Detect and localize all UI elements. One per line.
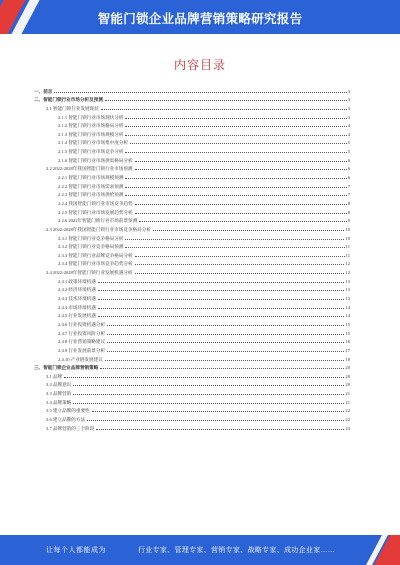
toc-leader-dots <box>73 400 344 404</box>
toc-entry-label: 2.4.6 行业投资机遇分析 <box>58 321 106 327</box>
toc-entry-page: 13 <box>345 278 350 284</box>
toc-entry[interactable] <box>34 232 350 241</box>
toc-entry[interactable] <box>34 258 350 267</box>
toc-leader-dots <box>125 184 346 188</box>
toc-entry-label: 2.1.6 智能门锁行业市场供需格局分析 <box>58 157 133 163</box>
toc-entry[interactable] <box>34 145 350 154</box>
toc-entry-label: 三、智能门锁企业品牌营销策略 <box>34 365 99 371</box>
toc-entry-label: 2.4 2022-2028年智能门锁行业发展机遇分析 <box>46 270 133 276</box>
toc-entry-label: 2.2.6 2022年智能门锁行业市场前景预测 <box>58 218 138 224</box>
toc-entry-page: 14 <box>345 304 350 310</box>
toc-entry[interactable] <box>34 387 350 396</box>
toc-entry[interactable] <box>34 154 350 163</box>
toc-entry-label: 3.2 品牌意识 <box>46 382 72 388</box>
toc-leader-dots <box>125 192 346 196</box>
toc-leader-dots <box>135 201 347 205</box>
toc-leader-dots <box>92 408 345 412</box>
toc-leader-dots <box>125 132 346 136</box>
toc-entry-page: 8 <box>347 209 350 215</box>
toc-leader-dots <box>98 279 345 283</box>
toc-entry-label: 2.4.7 行业投资风险分析 <box>58 330 106 336</box>
toc-entry[interactable] <box>34 275 350 284</box>
toc-leader-dots <box>98 296 345 300</box>
toc-entry-page: 5 <box>347 140 350 146</box>
toc-leader-dots <box>125 115 346 119</box>
toc-entry-label: 2.3.4 智能门锁行业市场竞争趋势分析 <box>58 261 133 267</box>
toc-entry[interactable] <box>34 85 350 94</box>
toc-entry-label: 2.2.2 智能门锁行业市场需求预测 <box>58 183 124 189</box>
toc-entry-page: 10 <box>345 235 350 241</box>
toc-entry-page: 9 <box>347 218 350 224</box>
toc-entry-label: 2.2.1 智能门锁行业市场规模预测 <box>58 175 124 181</box>
toc-leader-dots <box>135 261 345 265</box>
toc-leader-dots <box>107 322 344 326</box>
toc-entry[interactable] <box>34 379 350 388</box>
toc-entry-label: 2.4.5 行业发展机遇 <box>58 313 96 319</box>
toc-entry[interactable] <box>34 206 350 215</box>
toc-entry-label: 2.4.4 市场环境机遇 <box>58 304 96 310</box>
toc-entry-label: 2.4.3 技术环境机遇 <box>58 296 96 302</box>
report-title: 智能门锁企业品牌营销策略研究报告 <box>97 12 303 26</box>
toc-entry-page: 17 <box>345 347 350 353</box>
toc-entry-label: 2.4.8 行业营销策略建议 <box>58 339 106 345</box>
toc-leader-dots <box>73 391 344 395</box>
toc-entry-label: 2.1.2 智能门锁行业市场格局分析 <box>58 123 124 129</box>
toc-entry[interactable] <box>34 362 350 371</box>
toc-entry[interactable] <box>34 180 350 189</box>
toc-leader-dots <box>130 140 347 144</box>
toc-leader-dots <box>98 287 345 291</box>
toc-entry[interactable] <box>34 171 350 180</box>
toc-leader-dots <box>107 331 344 335</box>
toc-entry[interactable] <box>34 318 350 327</box>
toc-leader-dots <box>100 365 344 369</box>
toc-leader-dots <box>135 210 347 214</box>
toc-heading: 内容目录 <box>173 58 226 72</box>
toc-entry-page: 15 <box>345 330 350 336</box>
toc-leader-dots <box>87 417 344 421</box>
toc-entry-label: 2.4.2 经济环境机遇 <box>58 287 96 293</box>
toc-entry-page: 3 <box>347 97 350 103</box>
toc-entry-label: 2.4.9 行业发展前景分析 <box>58 347 106 353</box>
toc-leader-dots <box>107 348 344 352</box>
toc-leader-dots <box>135 158 347 162</box>
toc-entry-label: 一、前言 <box>34 88 53 94</box>
toc-entry-page: 23 <box>345 425 350 431</box>
toc-leader-dots <box>125 244 344 248</box>
toc-entry-label: 2.3 2022-2028年我国智能门锁行业市场竞争格局分析 <box>46 226 151 232</box>
toc-entry-page: 12 <box>345 270 350 276</box>
toc-entry[interactable] <box>34 422 350 431</box>
toc-entry-label: 3.1 品牌 <box>46 373 63 379</box>
toc-entry[interactable] <box>34 336 350 345</box>
toc-entry-page: 4 <box>347 123 350 129</box>
toc-entry-page: 11 <box>345 252 350 258</box>
toc-entry-page: 5 <box>347 149 350 155</box>
toc-entry[interactable] <box>34 301 350 310</box>
toc-entry-label: 2.4.1 政策环境机遇 <box>58 278 96 284</box>
toc-entry-label: 二、智能门锁行业市场分析及预测 <box>34 97 103 103</box>
toc-entry[interactable] <box>34 241 350 250</box>
toc-entry-label: 2.1 智能门锁行业发展现状 <box>46 105 99 111</box>
footer-banner <box>0 535 400 565</box>
toc-entry-label: 2.1.3 智能门锁行业市场规模分析 <box>58 131 124 137</box>
toc-leader-dots <box>125 123 346 127</box>
toc-leader-dots <box>135 166 347 170</box>
toc-leader-dots <box>64 374 344 378</box>
toc-entry[interactable] <box>34 292 350 301</box>
toc-entry-page: 15 <box>345 321 350 327</box>
toc-leader-dots <box>139 218 346 222</box>
toc-entry-label: 2.2.4 我国智能门锁行业市场竞争趋势 <box>58 200 133 206</box>
table-of-contents <box>34 85 350 431</box>
toc-entry[interactable] <box>34 353 350 362</box>
toc-entry-label: 2.2 2022-2028年我国智能门锁行业市场预测 <box>46 166 133 172</box>
toc-entry[interactable] <box>34 405 350 414</box>
toc-entry[interactable] <box>34 310 350 319</box>
toc-entry-page: 20 <box>345 373 350 379</box>
toc-entry-page: 20 <box>345 365 350 371</box>
toc-entry-page: 6 <box>347 175 350 181</box>
toc-leader-dots <box>101 106 347 110</box>
toc-entry[interactable] <box>34 102 350 111</box>
toc-entry-page: 20 <box>345 382 350 388</box>
toc-entry-label: 2.3.3 智能门锁行业品牌竞争格局分析 <box>58 252 133 258</box>
toc-leader-dots <box>125 175 346 179</box>
toc-leader-dots <box>105 357 345 361</box>
toc-entry-page: 7 <box>347 192 350 198</box>
toc-entry[interactable] <box>34 215 350 224</box>
toc-leader-dots <box>105 97 347 101</box>
toc-entry[interactable] <box>34 120 350 129</box>
header-banner <box>0 0 400 34</box>
toc-entry-page: 6 <box>347 166 350 172</box>
toc-entry-page: 13 <box>345 296 350 302</box>
toc-entry[interactable] <box>34 163 350 172</box>
toc-entry[interactable] <box>34 413 350 422</box>
toc-entry-page: 16 <box>345 339 350 345</box>
toc-leader-dots <box>135 253 345 257</box>
toc-entry-label: 3.7 品牌营销的三个阶段 <box>46 425 95 431</box>
toc-leader-dots <box>125 236 344 240</box>
toc-leader-dots <box>125 149 346 153</box>
toc-entry-page: 18 <box>345 356 350 362</box>
toc-entry[interactable] <box>34 327 350 336</box>
toc-entry-page: 7 <box>347 183 350 189</box>
footer-slogan-left: 让每个人都能成为 <box>46 547 106 554</box>
toc-entry-page: 22 <box>345 408 350 414</box>
toc-leader-dots <box>73 382 344 386</box>
toc-entry-page: 22 <box>345 416 350 422</box>
toc-entry-label: 2.1.5 智能门锁行业市场竞争分析 <box>58 149 124 155</box>
toc-entry[interactable] <box>34 111 350 120</box>
toc-entry-label: 3.6 建立品牌的方法 <box>46 416 86 422</box>
toc-entry-label: 2.3.2 智能门锁行业竞争格局预测 <box>58 244 124 250</box>
toc-entry-label: 3.3 品牌营销 <box>46 391 72 397</box>
toc-leader-dots <box>107 339 344 343</box>
toc-entry[interactable] <box>34 396 350 405</box>
toc-entry[interactable] <box>34 249 350 258</box>
toc-entry[interactable] <box>34 189 350 198</box>
toc-leader-dots <box>153 227 345 231</box>
toc-entry-page: 3 <box>347 88 350 94</box>
toc-entry-page: 11 <box>345 244 350 250</box>
toc-entry-page: 21 <box>345 391 350 397</box>
toc-entry-page: 21 <box>345 399 350 405</box>
toc-entry[interactable] <box>34 344 350 353</box>
toc-entry-page: 8 <box>347 200 350 206</box>
toc-entry-label: 3.5 建立品牌的重要性 <box>46 408 90 414</box>
toc-entry[interactable] <box>34 137 350 146</box>
toc-entry-label: 2.2.3 智能门锁行业市场供给预测 <box>58 192 124 198</box>
toc-leader-dots <box>98 313 345 317</box>
footer-slogan-right: 行业专家、管理专家、营销专家、战略专家、成功企业家…… <box>138 547 336 554</box>
toc-entry-label: 3.4 品牌策略 <box>46 399 72 405</box>
toc-entry[interactable] <box>34 223 350 232</box>
toc-leader-dots <box>135 270 345 274</box>
toc-leader-dots <box>98 305 345 309</box>
toc-entry[interactable] <box>34 128 350 137</box>
toc-entry[interactable] <box>34 284 350 293</box>
toc-entry[interactable] <box>34 266 350 275</box>
toc-entry-label: 2.3.1 智能门锁行业竞争格局分析 <box>58 235 124 241</box>
toc-entry-page: 3 <box>347 105 350 111</box>
toc-entry-page: 14 <box>345 313 350 319</box>
toc-entry-label: 2.4.10 产业链发展建议 <box>58 356 103 362</box>
toc-entry-page: 3 <box>347 114 350 120</box>
toc-entry[interactable] <box>34 94 350 103</box>
toc-entry-label: 2.1.4 智能门锁行业市场集中度分析 <box>58 140 129 146</box>
toc-entry[interactable] <box>34 370 350 379</box>
toc-entry[interactable] <box>34 197 350 206</box>
toc-leader-dots <box>54 89 346 93</box>
toc-entry-label: 2.1.1 智能门锁行业市场现状分析 <box>58 114 124 120</box>
toc-entry-label: 2.2.5 智能门锁行业市场发展趋势分析 <box>58 209 133 215</box>
toc-entry-page: 13 <box>345 287 350 293</box>
toc-entry-page: 6 <box>347 157 350 163</box>
toc-entry-page: 12 <box>345 261 350 267</box>
toc-entry-page: 4 <box>347 131 350 137</box>
toc-leader-dots <box>96 426 344 430</box>
toc-entry-page: 10 <box>345 226 350 232</box>
